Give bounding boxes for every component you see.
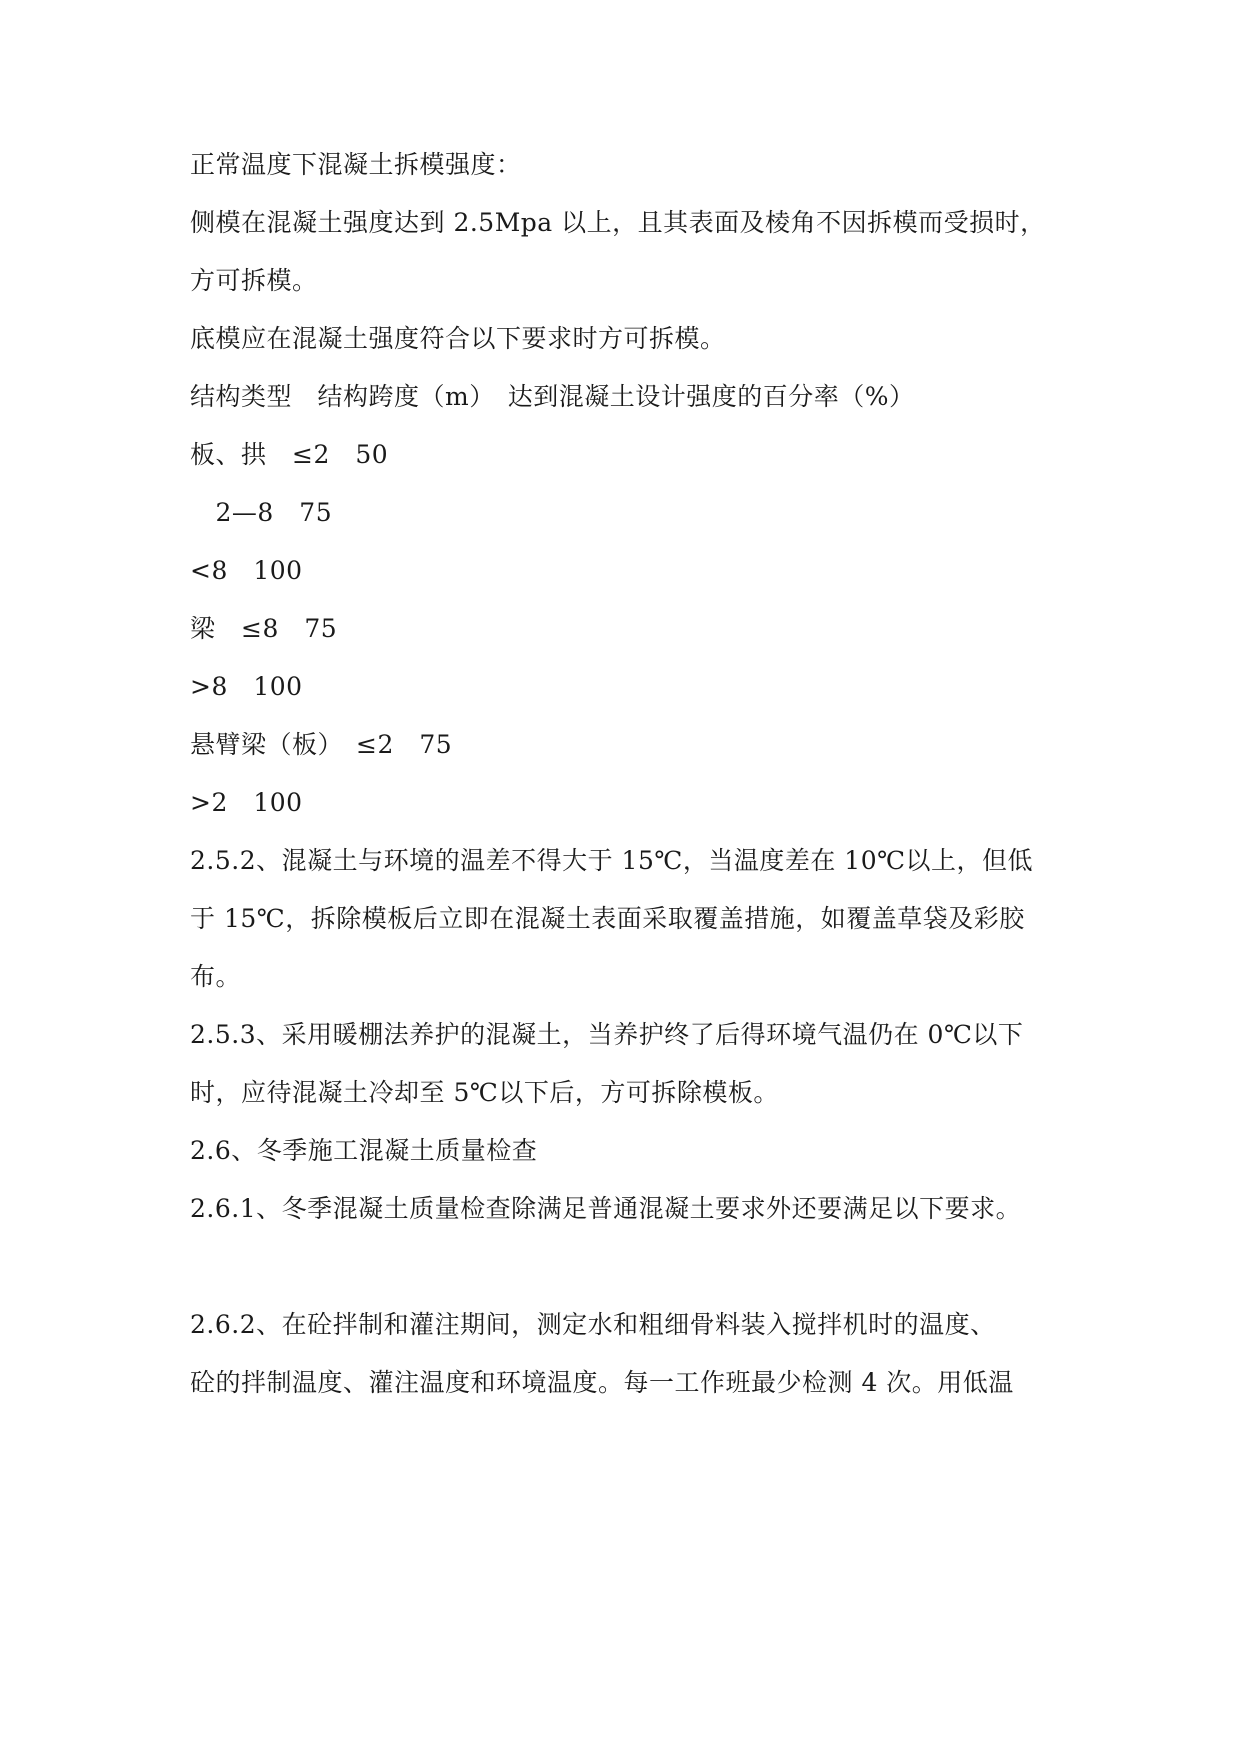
paragraph-line: 于 15℃，拆除模板后立即在混凝土表面采取覆盖措施，如覆盖草袋及彩胶 — [190, 904, 1025, 933]
table-row-line: <8 100 — [190, 556, 303, 585]
paragraph-line: 2.5.2、混凝土与环境的温差不得大于 15℃，当温度差在 10℃以上，但低 — [190, 846, 1034, 875]
paragraph-line: 2.6.1、冬季混凝土质量检查除满足普通混凝土要求外还要满足以下要求。 — [190, 1194, 1022, 1223]
paragraph-line: 方可拆模。 — [190, 266, 318, 295]
heading-normal-temp-strength: 正常温度下混凝土拆模强度： — [190, 150, 522, 179]
section-heading-line: 2.6、冬季施工混凝土质量检查 — [190, 1136, 538, 1165]
paragraph-line: 布。 — [190, 962, 242, 991]
paragraph-line: 2.5.3、采用暖棚法养护的混凝土，当养护终了后得环境气温仍在 0℃以下 — [190, 1020, 1024, 1049]
paragraph-line: 时，应待混凝土冷却至 5℃以下后，方可拆除模板。 — [190, 1078, 779, 1107]
table-row-line: >2 100 — [190, 788, 303, 817]
paragraph-line: 侧模在混凝土强度达到 2.5Mpa 以上，且其表面及棱角不因拆模而受损时， — [190, 208, 1046, 237]
table-row-line: >8 100 — [190, 672, 303, 701]
table-header-line: 结构类型 结构跨度（m） 达到混凝土设计强度的百分率（%） — [190, 382, 915, 411]
table-row-line: 板、拱 ≤2 50 — [190, 440, 389, 469]
paragraph-line: 底模应在混凝土强度符合以下要求时方可拆模。 — [190, 324, 726, 353]
paragraph-line: 2.6.2、在砼拌制和灌注期间，测定水和粗细骨料装入搅拌机时的温度、 — [190, 1310, 996, 1339]
paragraph-line: 砼的拌制温度、灌注温度和环境温度。每一工作班最少检测 4 次。用低温 — [190, 1368, 1014, 1397]
table-row-line: 2—8 75 — [190, 498, 333, 527]
table-row-line: 悬臂梁（板） ≤2 75 — [190, 730, 453, 759]
table-row-line: 梁 ≤8 75 — [190, 614, 338, 643]
